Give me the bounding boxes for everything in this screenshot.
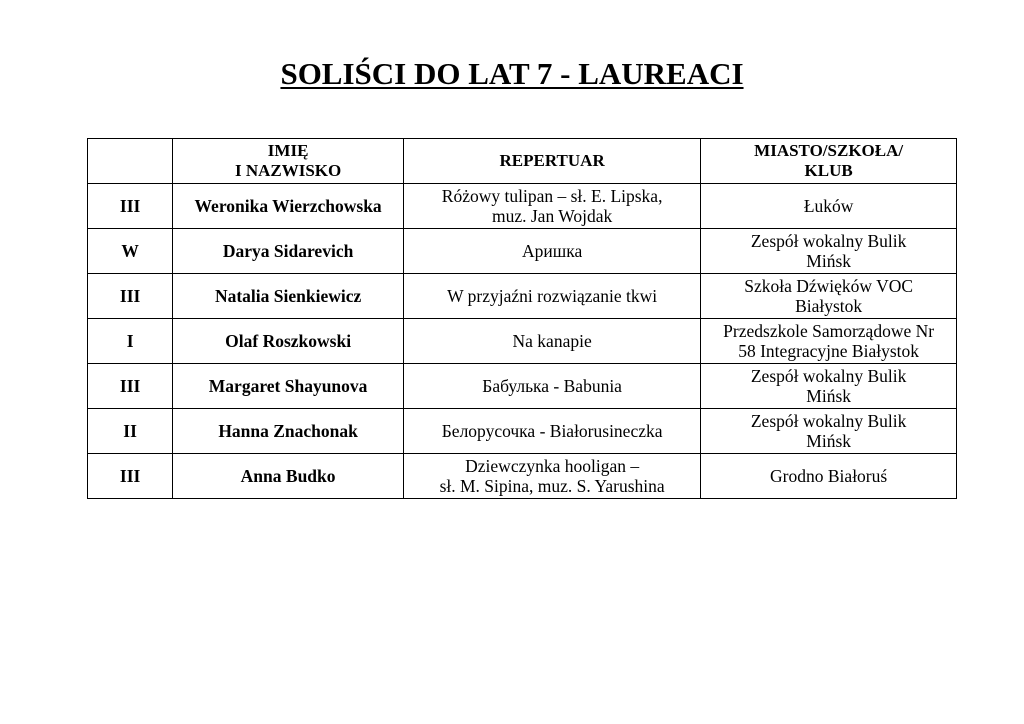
city-cell bbox=[701, 274, 957, 319]
place-cell: III bbox=[88, 454, 173, 499]
place-cell: W bbox=[88, 229, 173, 274]
city-cell bbox=[701, 319, 957, 364]
page-title: SOLIŚCI DO LAT 7 - LAUREACI bbox=[280, 56, 744, 91]
header-place bbox=[88, 139, 173, 184]
repertoire-line1: Аришка bbox=[522, 241, 583, 261]
city-line2: Mińsk bbox=[806, 386, 851, 406]
name-cell: Darya Sidarevich bbox=[173, 229, 404, 274]
place-cell: II bbox=[88, 409, 173, 454]
name-cell: Natalia Sienkiewicz bbox=[173, 274, 404, 319]
city-line1: Grodno Białoruś bbox=[770, 466, 888, 486]
table-row bbox=[88, 454, 957, 499]
laureates-table bbox=[87, 138, 957, 499]
repertoire-cell bbox=[403, 409, 700, 454]
place-cell: III bbox=[88, 184, 173, 229]
repertoire-cell bbox=[403, 229, 700, 274]
header-name-line2: I NAZWISKO bbox=[234, 161, 342, 180]
repertoire-cell bbox=[403, 319, 700, 364]
city-cell bbox=[701, 184, 957, 229]
repertoire-line1: Белорусочка - Białorusineczka bbox=[441, 421, 663, 441]
table-row bbox=[88, 229, 957, 274]
table-row bbox=[88, 274, 957, 319]
name-cell: Weronika Wierzchowska bbox=[173, 184, 404, 229]
repertoire-line2: sł. M. Sipina, muz. S. Yarushina bbox=[439, 476, 665, 496]
city-line1: Szkoła Dźwięków VOC bbox=[744, 276, 914, 296]
repertoire-line1: W przyjaźni rozwiązanie tkwi bbox=[447, 286, 658, 306]
city-cell bbox=[701, 409, 957, 454]
repertoire-line1: Бабулька - Babunia bbox=[482, 376, 622, 396]
repertoire-line2: muz. Jan Wojdak bbox=[491, 206, 613, 226]
header-name bbox=[173, 139, 404, 184]
name-cell: Anna Budko bbox=[173, 454, 404, 499]
name-cell: Olaf Roszkowski bbox=[173, 319, 404, 364]
table-row bbox=[88, 319, 957, 364]
city-line1: Łuków bbox=[803, 196, 854, 216]
city-line2: Mińsk bbox=[806, 251, 851, 271]
table-row bbox=[88, 184, 957, 229]
place-cell: III bbox=[88, 364, 173, 409]
city-line2: Mińsk bbox=[806, 431, 851, 451]
city-cell bbox=[701, 229, 957, 274]
header-name-line1: IMIĘ bbox=[267, 141, 309, 160]
city-line1: Przedszkole Samorządowe Nr bbox=[723, 321, 935, 341]
table-row bbox=[88, 409, 957, 454]
city-line2: Białystok bbox=[795, 296, 863, 316]
city-cell bbox=[701, 364, 957, 409]
city-line1: Zespół wokalny Bulik bbox=[750, 411, 907, 431]
name-cell: Margaret Shayunova bbox=[173, 364, 404, 409]
table-row bbox=[88, 364, 957, 409]
repertoire-line1: Różowy tulipan – sł. E. Lipska, bbox=[441, 186, 663, 206]
header-repertoire: REPERTUAR bbox=[403, 139, 700, 184]
place-cell: III bbox=[88, 274, 173, 319]
city-line1: Zespół wokalny Bulik bbox=[750, 366, 907, 386]
city-line2: 58 Integracyjne Białystok bbox=[738, 341, 920, 361]
repertoire-line1: Na kanapie bbox=[512, 331, 592, 351]
place-cell: I bbox=[88, 319, 173, 364]
header-city-line1: MIASTO/SZKOŁA/ bbox=[754, 141, 904, 160]
repertoire-cell bbox=[403, 274, 700, 319]
header-city-line2: KLUB bbox=[804, 161, 853, 180]
city-cell bbox=[701, 454, 957, 499]
repertoire-cell bbox=[403, 454, 700, 499]
header-city bbox=[701, 139, 957, 184]
city-line1: Zespół wokalny Bulik bbox=[750, 231, 907, 251]
repertoire-cell bbox=[403, 364, 700, 409]
table-header-row bbox=[88, 139, 957, 184]
repertoire-line1: Dziewczynka hooligan – bbox=[465, 456, 640, 476]
name-cell: Hanna Znachonak bbox=[173, 409, 404, 454]
repertoire-cell bbox=[403, 184, 700, 229]
